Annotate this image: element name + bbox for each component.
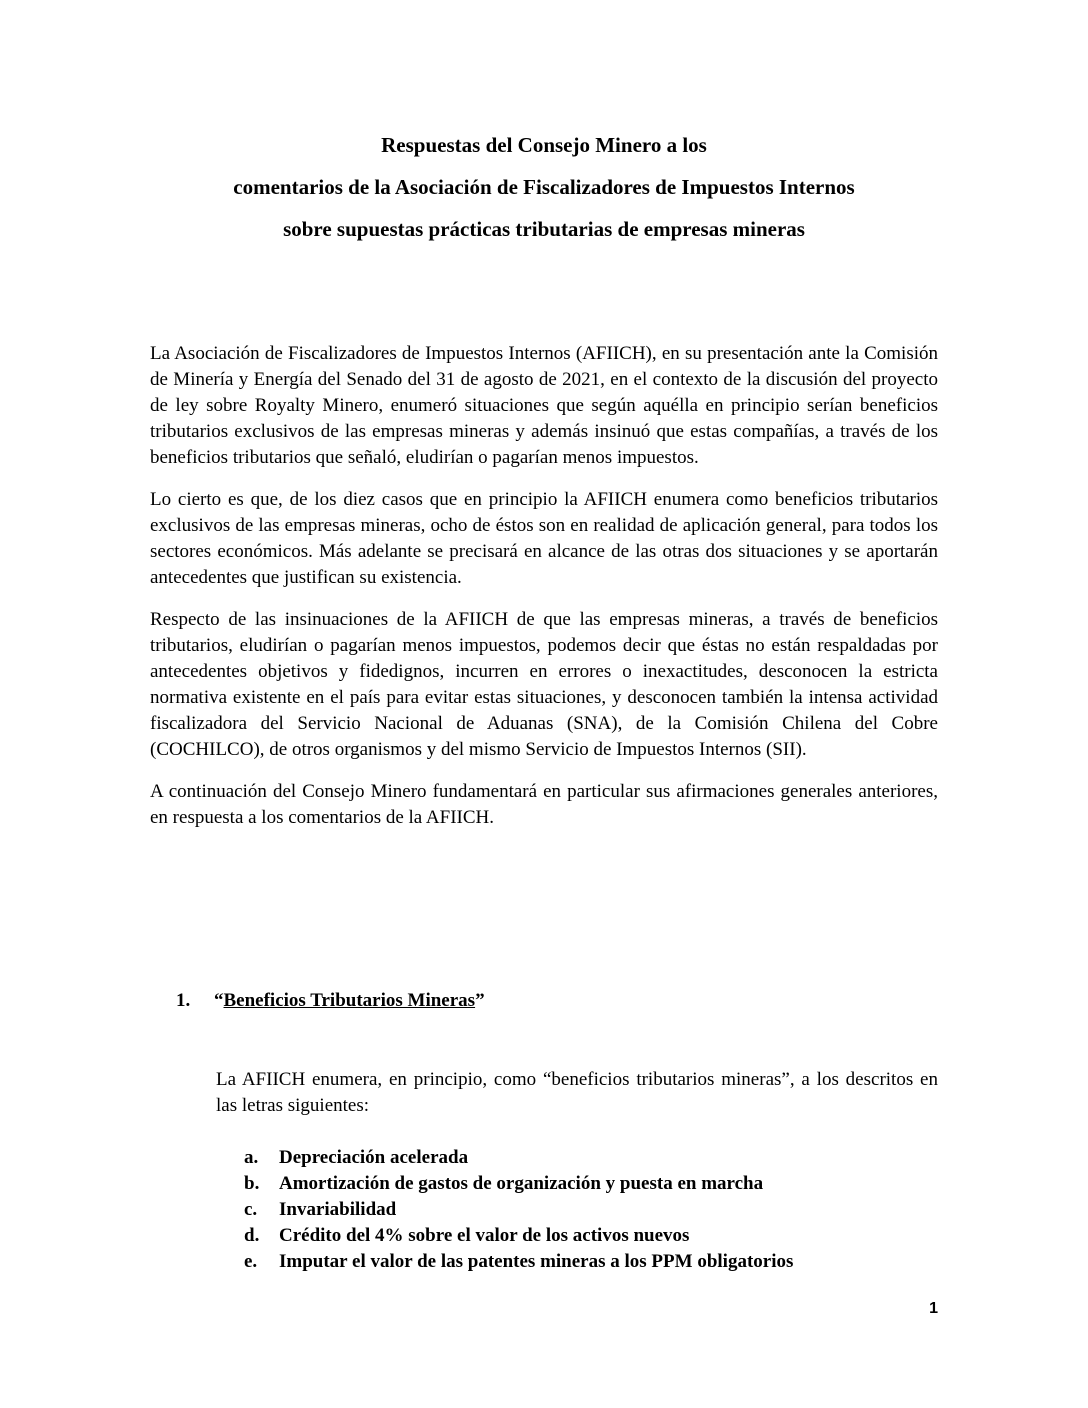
list-item	[244, 1249, 793, 1275]
list-item	[244, 1223, 793, 1249]
item-letter: b.	[244, 1173, 260, 1194]
section-heading	[176, 988, 485, 1014]
title-line-2: comentarios de la Asociación de Fiscalizadores de Impuestos Internos	[233, 175, 855, 199]
title-line-1: Respuestas del Consejo Minero a los	[381, 133, 707, 157]
item-text: Crédito del 4% sobre el valor de los activos nuevos	[279, 1225, 690, 1246]
item-text: Amortización de gastos de organización y puesta en marcha	[279, 1173, 764, 1194]
list-item	[244, 1197, 793, 1223]
item-letter: a.	[244, 1147, 259, 1168]
item-text: Invariabilidad	[279, 1199, 397, 1220]
benefits-list	[244, 1145, 793, 1275]
section-quote-open: “	[214, 990, 224, 1011]
paragraph: La Asociación de Fiscalizadores de Impuestos Internos (AFIICH), en su presentación ante la Comisión de Minería y Energía del Senado del 31 de agosto de 2021, en el contexto de la discusión del proyecto de ley sobre Royalty Minero, enumeró situaciones que según aquélla en principio serían beneficios tributarios exclusivos de las empresas mineras y además insinuó que estas compañías, a través de los beneficios tributarios que señaló, eludirían o pagarían menos impuestos.	[150, 343, 938, 468]
paragraph: Respecto de las insinuaciones de la AFIICH de que las empresas mineras, a través de beneficios tributarios, eludirían o pagarían menos impuestos, podemos decir que éstas no están respaldadas por antecedentes objetivos y fidedignos, incurren en errores o inexactitudes, desconocen la estricta normativa existente en el país para evitar estas situaciones, y desconocen también la intensa actividad fiscalizadora del Servicio Nacional de Aduanas (SNA), de la Comisión Chilena del Cobre (COCHILCO), de otros organismos y del mismo Servicio de Impuestos Internos (SII).	[150, 609, 938, 760]
item-letter: c.	[244, 1199, 258, 1220]
paragraph: A continuación del Consejo Minero fundamentará en particular sus afirmaciones generales anteriores, en respuesta a los comentarios de la AFIICH.	[150, 781, 938, 828]
page-number: 1	[929, 1300, 938, 1317]
body-text	[150, 341, 938, 847]
section-quote-close: ”	[475, 990, 485, 1011]
list-item	[244, 1171, 793, 1197]
section-intro: La AFIICH enumera, en principio, como “beneficios tributarios mineras”, a los descritos en las letras siguientes:	[216, 1069, 938, 1116]
document-title	[0, 124, 1088, 250]
title-line-3: sobre supuestas prácticas tributarias de empresas mineras	[283, 217, 805, 241]
list-item	[244, 1145, 793, 1171]
item-text: Depreciación acelerada	[279, 1147, 469, 1168]
item-text: Imputar el valor de las patentes mineras a los PPM obligatorios	[279, 1251, 794, 1272]
item-letter: e.	[244, 1251, 258, 1272]
section-number: 1.	[176, 990, 191, 1011]
paragraph: Lo cierto es que, de los diez casos que en principio la AFIICH enumera como beneficios tributarios exclusivos de las empresas mineras, ocho de éstos son en realidad de aplicación general, para todos los sectores económicos. Más adelante se precisará en alcance de las otras dos situaciones y se aportarán antecedentes que justifican su existencia.	[150, 489, 938, 588]
section-title: Beneficios Tributarios Mineras	[223, 990, 476, 1011]
item-letter: d.	[244, 1225, 260, 1246]
